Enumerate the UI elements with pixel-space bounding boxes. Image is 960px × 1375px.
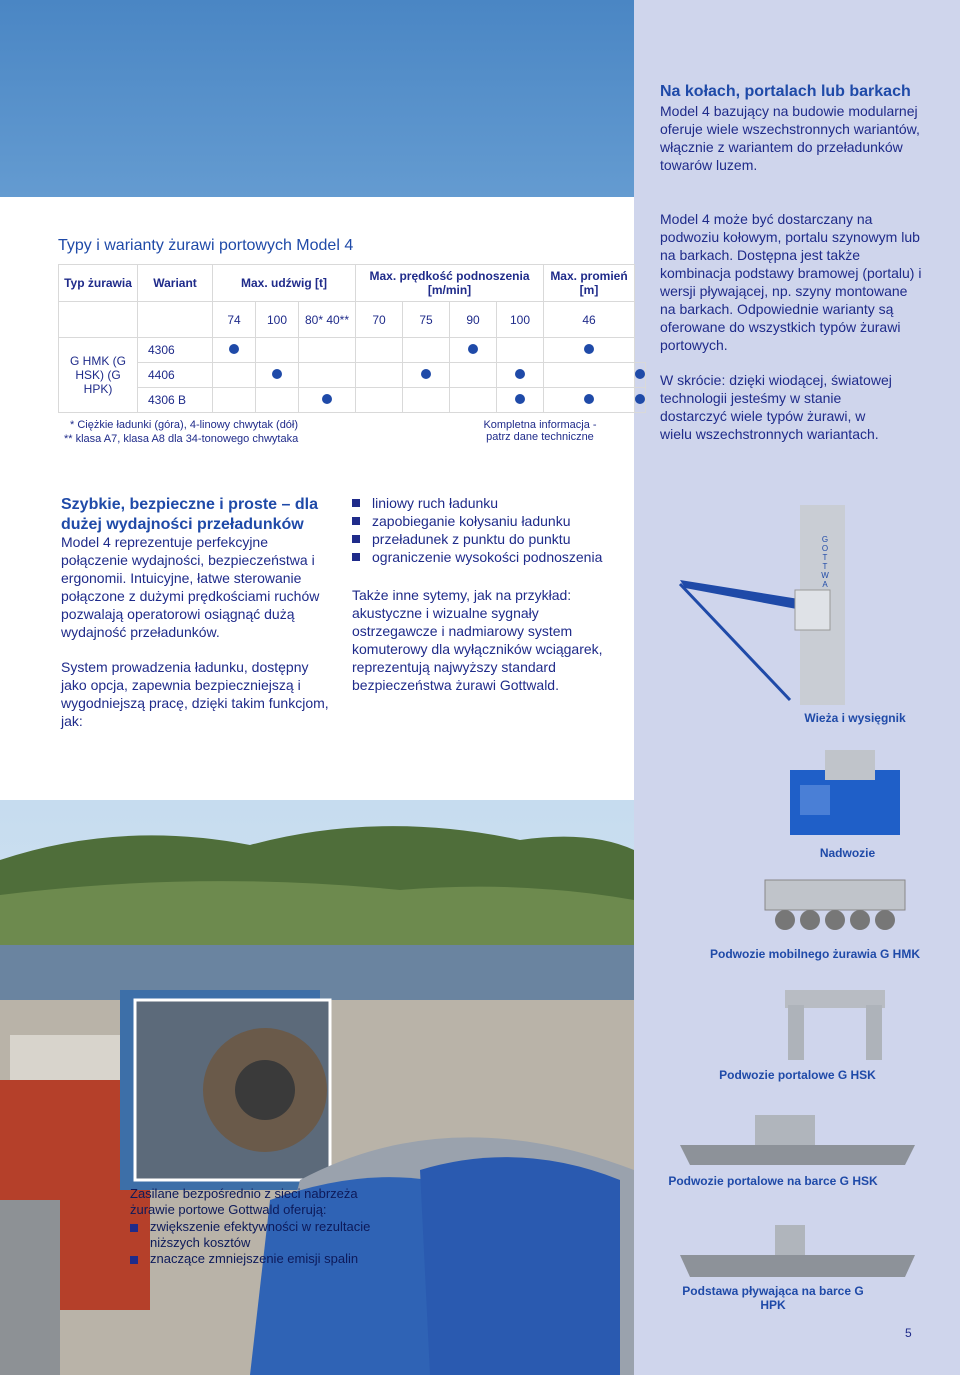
table-note: * Ciężkie ładunki (góra), 4-linowy chwytak (dół): [70, 419, 299, 431]
header-type: Typ żurawia: [59, 265, 138, 302]
hsk-portal-illustration: [780, 985, 890, 1065]
logo-letter: T: [822, 562, 828, 571]
section-heading: Szybkie, bezpieczne i proste – dla dużej wydajności przeładunków: [61, 496, 318, 533]
dot-icon: [584, 394, 594, 404]
empty-cell: [356, 363, 403, 388]
feature-list: [352, 494, 622, 566]
empty-cell: [256, 388, 299, 413]
dot-icon: [584, 344, 594, 354]
dot-icon: [272, 369, 282, 379]
caption-superstructure: Nadwozie: [819, 846, 876, 860]
dot-cell: [299, 388, 356, 413]
logo-letter: O: [821, 544, 829, 553]
radius-value: 46: [544, 302, 635, 338]
caption-tower: Wieża i wysięgnik: [804, 711, 906, 725]
superstructure-illustration: [780, 750, 910, 840]
dot-icon: [468, 344, 478, 354]
speed-value: 90: [450, 302, 497, 338]
caption-hpk: Podstawa pływająca na barce G HPK: [682, 1284, 864, 1312]
load-value: 74: [213, 302, 256, 338]
photo-benefits: [130, 1219, 380, 1267]
list-item: zwiększenie efektywności w rezultacie niższych kosztów: [130, 1219, 380, 1251]
logo-letter: W: [821, 571, 829, 580]
spec-table: [58, 264, 646, 413]
empty-cell: [403, 338, 450, 363]
dot-icon: [229, 344, 239, 354]
page-number: 5: [905, 1326, 912, 1340]
hpk-barge-illustration: [680, 1225, 915, 1280]
crane-tower-illustration: [670, 500, 870, 715]
empty-cell: [299, 338, 356, 363]
dot-cell: [497, 388, 544, 413]
sidebar-paragraph: Model 4 może być dostarczany na podwoziu kołowym, portalu szynowym lub na barkach. Dostępna jest także kombinacja podstawy bramowej (portalu) i wersji pływającej, np. szyny montowane na barkach. Odpowiednie warianty są oferowane do wszystkich typów żurawi portowych.: [660, 211, 922, 353]
section-paragraph: Także inne sytemy, jak na przykład: akustyczne i wizualne sygnały ostrzegawcze i nadmiarowy system komuterowy dla wyłączników wciągarek, reprezentują najwyższy standard bezpieczeństwa żurawi Gottwald.: [352, 587, 603, 693]
empty-cell: [299, 363, 356, 388]
empty-cell: [138, 302, 213, 338]
dot-icon: [515, 394, 525, 404]
empty-cell: [403, 388, 450, 413]
list-item: zapobieganie kołysaniu ładunku: [352, 512, 622, 530]
logo-letter: T: [822, 553, 828, 562]
variant-label: 4306 B: [138, 388, 213, 413]
caption-hsk: Podwozie portalowe G HSK: [719, 1068, 876, 1082]
empty-cell: [450, 363, 497, 388]
empty-cell: [356, 338, 403, 363]
speed-value: 70: [356, 302, 403, 338]
dot-cell: [497, 363, 544, 388]
table-note: Kompletna informacja - patrz dane techniczne: [483, 419, 597, 443]
variant-label: 4406: [138, 363, 213, 388]
caption-barge-hsk: Podwozie portalowe na barce G HSK: [668, 1174, 878, 1188]
dot-cell: [544, 388, 635, 413]
empty-cell: [356, 388, 403, 413]
logo-letter: G: [821, 535, 829, 544]
speed-value: 100: [497, 302, 544, 338]
empty-cell: [497, 338, 544, 363]
logo-letter: A: [822, 580, 828, 589]
dot-cell: [256, 363, 299, 388]
dot-icon: [635, 394, 645, 404]
table-title: Typy i warianty żurawi portowych Model 4: [58, 237, 354, 254]
list-item: ograniczenie wysokości podnoszenia: [352, 548, 622, 566]
header-speed: Max. prędkość podnoszenia [m/min]: [356, 265, 544, 302]
dot-cell: [635, 388, 646, 413]
empty-cell: [544, 363, 635, 388]
load-value: 100: [256, 302, 299, 338]
barge-hsk-illustration: [680, 1110, 915, 1170]
harbor-scene-image: [0, 800, 634, 1375]
empty-cell: [256, 338, 299, 363]
sidebar-paragraph: Model 4 bazujący na budowie modularnej oferuje wiele wszechstronnych wariantów, włącznie z wariantem do przeładunków towarów luzem.: [660, 103, 920, 173]
header-variant: Wariant: [138, 265, 213, 302]
sidebar-heading: Na kołach, portalach lub barkach: [660, 83, 911, 100]
section-paragraph: System prowadzenia ładunku, dostępny jako opcja, zapewnia bezpieczniejszą i wygodniejszą pracę, dzięki takim funkcjom, jak:: [61, 659, 329, 729]
list-item: liniowy ruch ładunku: [352, 494, 622, 512]
table-note: ** klasa A7, klasa A8 dla 34-tonowego chwytaka: [64, 433, 299, 445]
dot-cell: [544, 338, 635, 363]
speed-value: 75: [403, 302, 450, 338]
crane-type-cell: G HMK (G HSK) (G HPK): [59, 338, 138, 413]
empty-cell: [450, 388, 497, 413]
dot-icon: [515, 369, 525, 379]
photo-caption: Zasilane bezpośrednio z sieci nabrzeża żurawie portowe Gottwald oferują:: [130, 1186, 358, 1217]
dot-cell: [213, 338, 256, 363]
variant-label: 4306: [138, 338, 213, 363]
dot-icon: [322, 394, 332, 404]
dot-cell: [403, 363, 450, 388]
port-photo: [0, 800, 634, 1375]
dot-cell: [450, 338, 497, 363]
load-value: 80* 40**: [299, 302, 356, 338]
list-item: przeładunek z punktu do punktu: [352, 530, 622, 548]
list-item: znaczące zmniejszenie emisji spalin: [130, 1251, 380, 1267]
sidebar-paragraph: W skrócie: dzięki wiodącej, światowej technologii jesteśmy w stanie dostarczyć wiele typów żurawi, w wielu wszechstronnych wariantach.: [660, 372, 892, 442]
dot-cell: [635, 363, 646, 388]
hmk-undercarriage-illustration: [760, 870, 910, 940]
empty-cell: [213, 363, 256, 388]
caption-hmk: Podwozie mobilnego żurawia G HMK: [710, 947, 921, 961]
header-load: Max. udźwig [t]: [213, 265, 356, 302]
empty-cell: [59, 302, 138, 338]
dot-icon: [421, 369, 431, 379]
empty-cell: [213, 388, 256, 413]
dot-icon: [635, 369, 645, 379]
cabin: [795, 590, 830, 630]
header-radius: Max. promień [m]: [544, 265, 635, 302]
section-paragraph: Model 4 reprezentuje perfekcyjne połączenie wydajności, bezpieczeństwa i ergonomii. Intuicyjne, łatwe sterowanie połączone z dużymi prędkościami ruchów pozwalają operatorowi osiągnąć dużą wydajność przeładunków.: [61, 534, 320, 640]
